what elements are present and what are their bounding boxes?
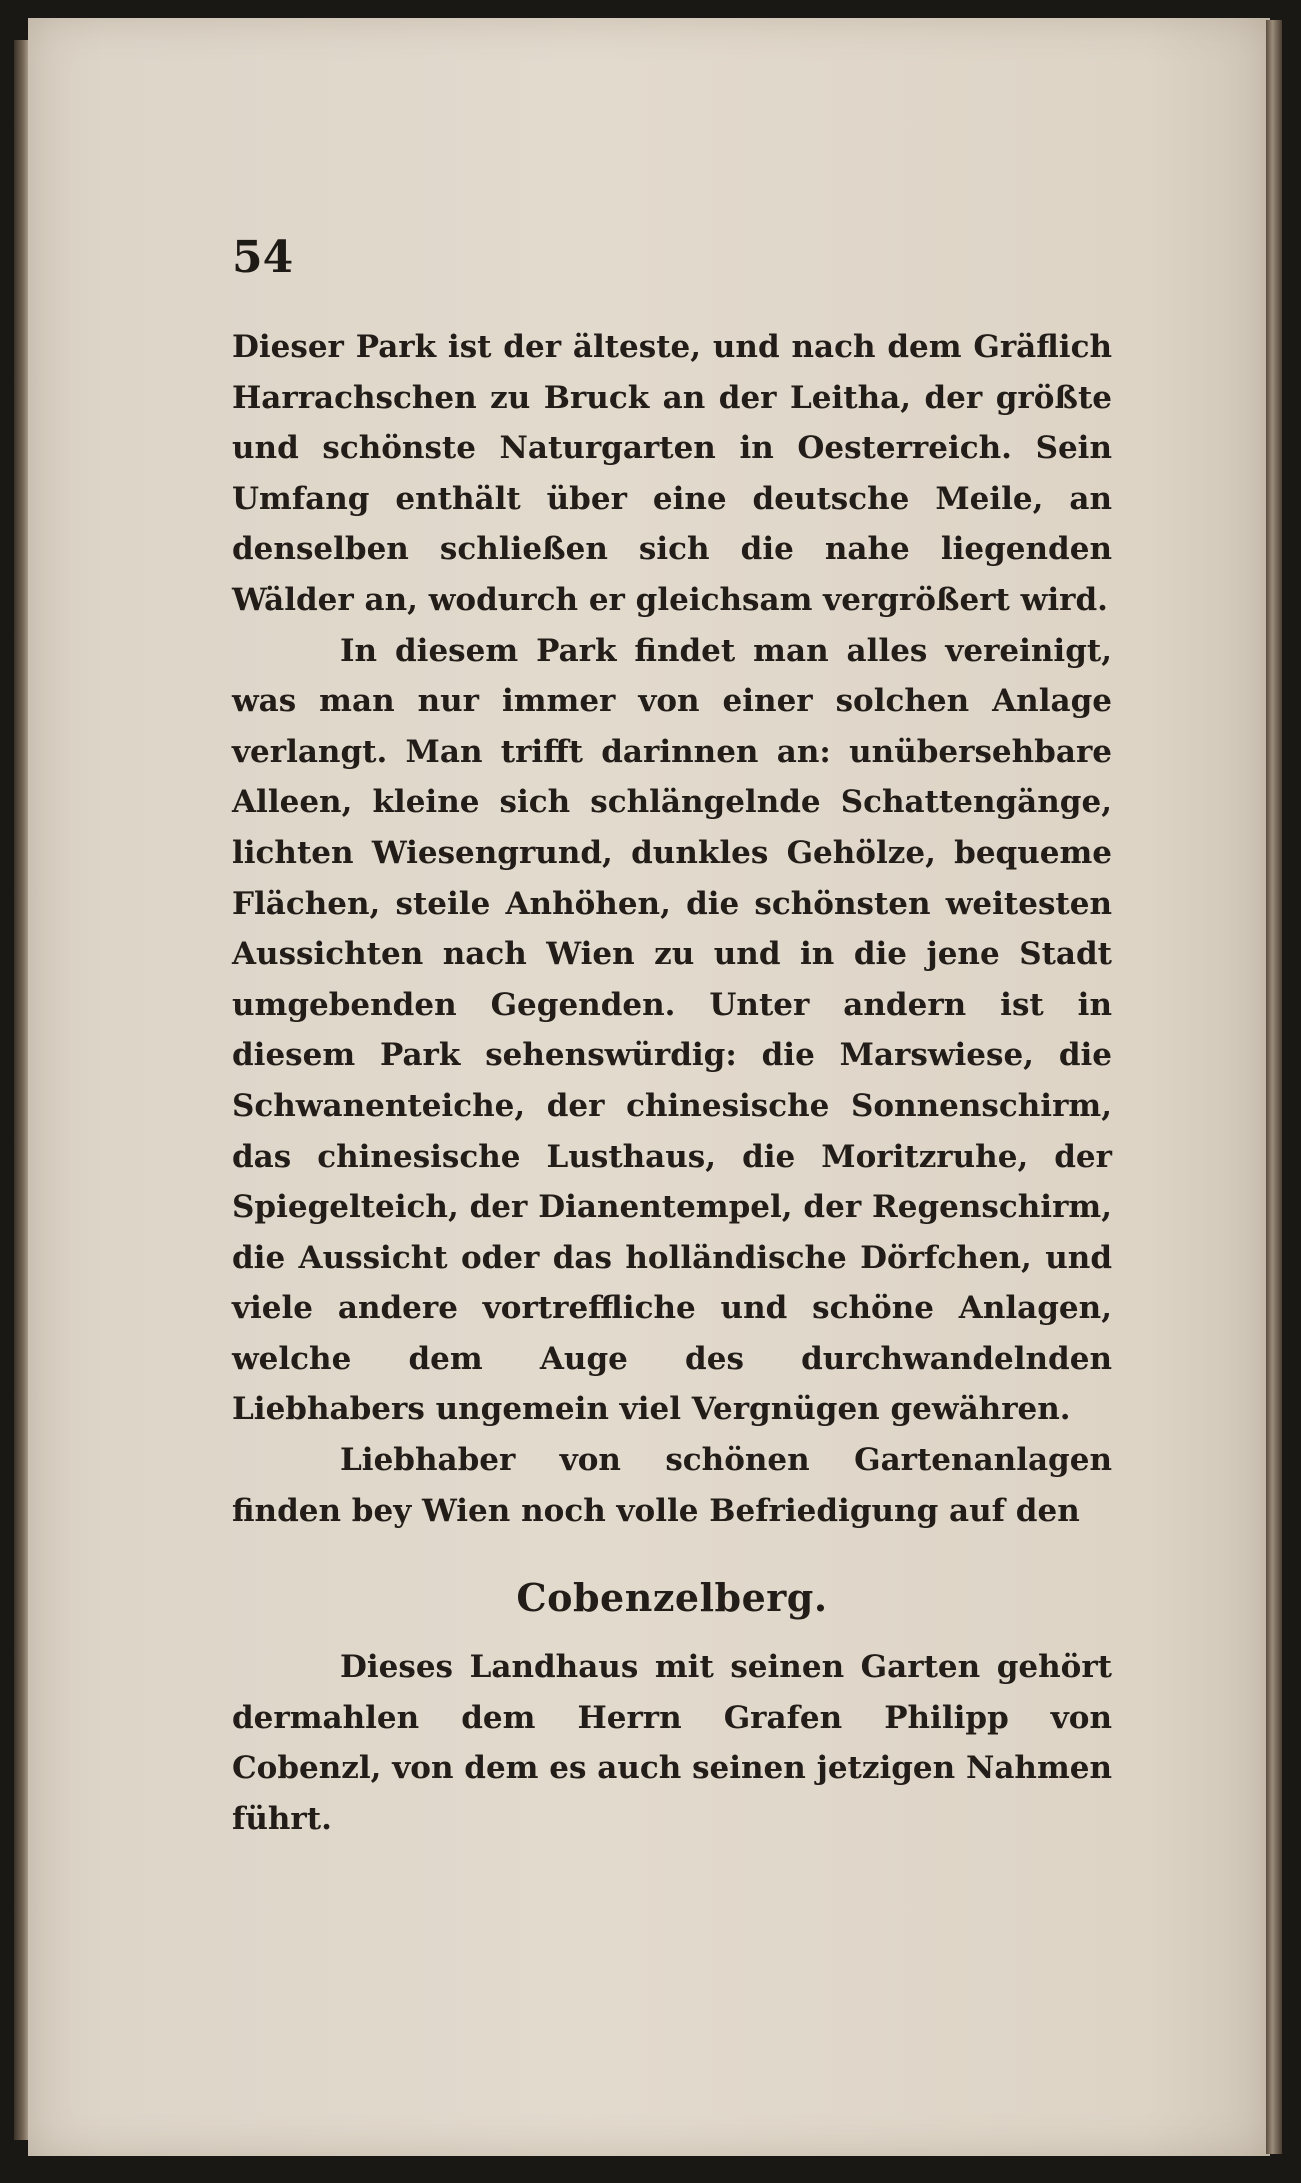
paragraph-2: In diesem Park findet man alles vereinigt, was man nur immer von einer solchen Anlage verlangt. Man trifft darinnen an: unübersehbare Alleen, kleine sich schlängelnde Schattengänge, lichten Wiesengrund, dunkles Gehölze, bequeme Flächen, steile Anhöhen, die schönsten weitesten Aussichten nach Wien zu und in die jene Stadt umgebenden Gegenden. Unter andern ist in diesem Park sehenswürdig: die Marswiese, die Schwanenteiche, der chinesische Sonnenschirm, das chinesische Lusthaus, die Moritzruhe, der Spiegelteich, der Dianentempel, der Regenschirm, die Aussicht oder das holländische Dörfchen, und viele andere vortreffliche und schöne Anlagen, welche dem Auge des durchwandelnden Liebhabers ungemein viel Vergnügen gewähren. (232, 632, 1112, 1428)
page-number: 54 (232, 232, 294, 283)
body-text (232, 322, 1112, 1845)
section-heading: Cobenzelberg. (516, 1575, 828, 1621)
paragraph-4: Dieses Landhaus mit seinen Garten gehört dermahlen dem Herrn Grafen Philipp von Cobenzl, von dem es auch seinen jetzigen Nahmen führt. (232, 1649, 1113, 1838)
paragraph-3: Liebhaber von schönen Gartenanlagen finden bey Wien noch volle Befriedigung auf den (232, 1442, 1112, 1529)
page-edge (1266, 20, 1282, 2154)
paragraph-1: Dieser Park ist der älteste, und nach dem Gräflich Harrachschen zu Bruck an der Leitha, der größte und schönste Naturgarten in Oesterreich. Sein Umfang enthält über eine deutsche Meile, an denselben schließen sich die nahe liegenden Wälder an, wodurch er gleichsam vergrößert wird. (232, 329, 1112, 618)
